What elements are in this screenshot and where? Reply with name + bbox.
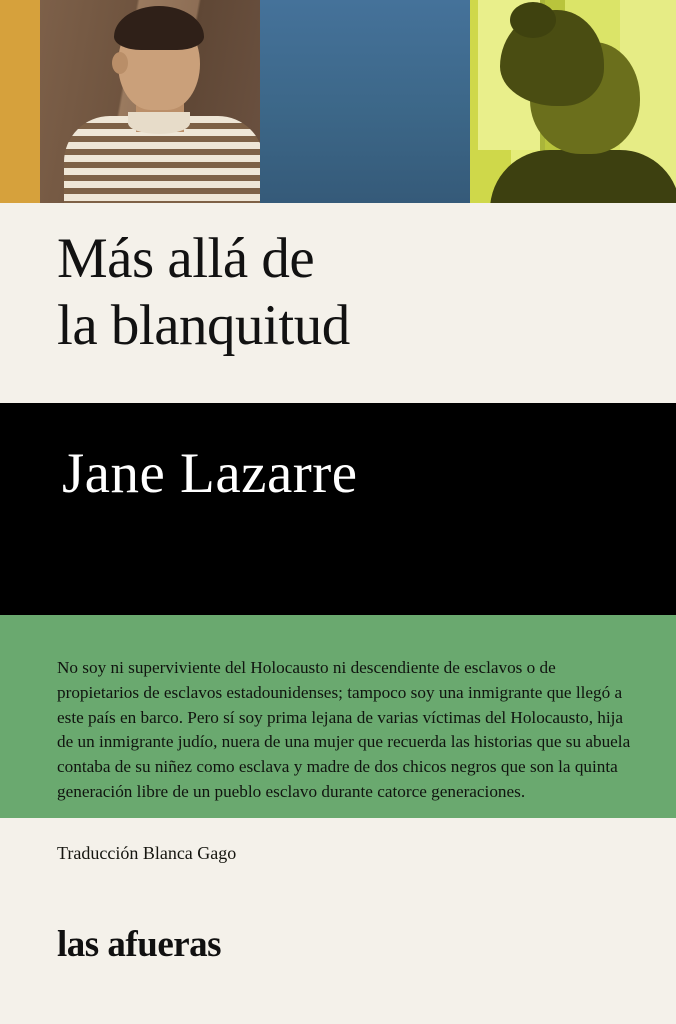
cover-photo-band	[0, 0, 676, 203]
book-title-line1: Más allá de	[57, 227, 315, 290]
collar	[128, 112, 190, 134]
blue-panel	[260, 0, 470, 203]
blurb-block	[0, 615, 676, 818]
ear	[112, 52, 128, 74]
translation-credit: Traducción Blanca Gago	[57, 843, 237, 863]
publisher-logo: las afueras	[57, 924, 222, 965]
hair-puff	[510, 2, 556, 38]
book-title	[57, 225, 617, 360]
book-blurb: No soy ni superviviente del Holocausto ni descendiente de esclavos o de propietarios de esclavos estadounidenses; tampoco soy una inmigrante que llegó a este país en barco. Pero sí soy prima lejana de varias víctimas del Holocausto, hija de un inmigrante judío, nuera de una mujer que recuerda las historias que su abuela contaba de su niñez como esclava y madre de dos chicos negros que son la quinta generación libre de un pueblo esclavo durante catorce generaciones.	[57, 658, 631, 802]
blue-texture	[260, 0, 470, 203]
yellow-portrait	[470, 0, 676, 203]
ochre-strip	[0, 0, 40, 203]
title-block	[0, 203, 676, 403]
book-title-line2: la blanquitud	[57, 294, 350, 358]
author-block	[0, 403, 676, 615]
shoulder	[490, 150, 676, 203]
imprint-block	[0, 818, 676, 1024]
book-author: Jane Lazarre	[62, 442, 358, 505]
sepia-portrait	[40, 0, 260, 203]
